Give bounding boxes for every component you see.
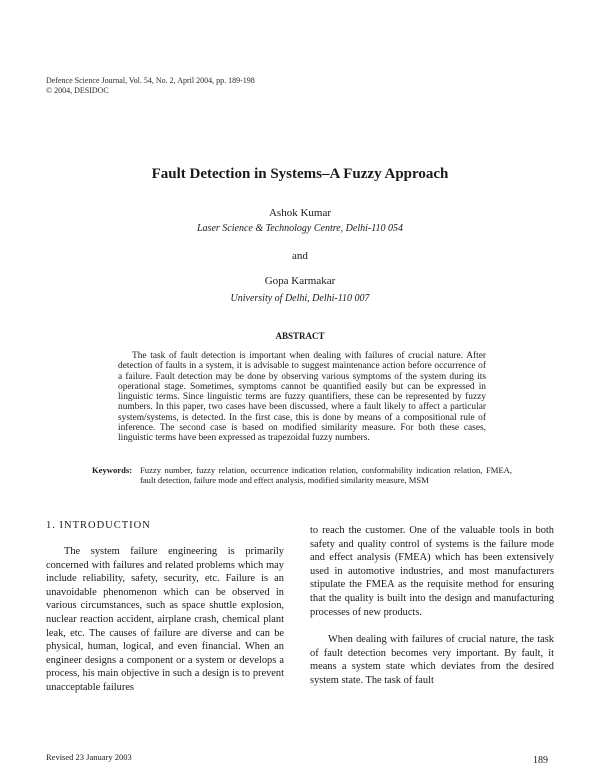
section-heading: 1. INTRODUCTION	[46, 520, 151, 531]
keywords-text: Fuzzy number, fuzzy relation, occurrence indication relation, conformability indication relation, FMEA, fault detection, failure mode and effect analysis, modified similarity measure, MSM	[140, 465, 512, 486]
page-number: 189	[533, 755, 548, 766]
author-name-2: Gopa Karmakar	[264, 275, 336, 287]
intro-right-column	[310, 524, 554, 688]
paper-title: Fault Detection in Systems–A Fuzzy Approach	[151, 166, 449, 182]
author-affiliation-2: University of Delhi, Delhi-110 007	[230, 293, 370, 304]
copyright-line: © 2004, DESIDOC	[46, 86, 109, 95]
keywords-label: Keywords:	[92, 465, 133, 475]
intro-right-paragraph-2: When dealing with failures of crucial nature, the task of fault detection becomes very important. By fault, it means a system state which deviates from the desired system state. The task of fault	[310, 634, 554, 686]
author-name-1: Ashok Kumar	[268, 207, 332, 219]
author-separator: and	[292, 250, 308, 262]
keywords-block	[92, 465, 512, 485]
intro-left-paragraph: The system failure engineering is primarily concerned with failures and related problems which may include reliability, safety, security, etc. Failure is an unavoidable phenomenon which can be observed in various circumstances, such as space shuttle explosion, nuclear reaction accident, airplane crash, chemical plant leak, etc. The causes of failure are diverse and can be physical, human, logical, and even financial. When an engineer designs a component or a system or develops a process, his main objective in such a design is to prevent unacceptable failures	[46, 546, 284, 693]
abstract-text: The task of fault detection is important when dealing with failures of crucial nature. After detection of faults in a system, it is advisable to suggest maintenance action before occurrence of a failure. Fault detection may be done by observing various symptoms of the system during its operational stage. Sometimes, symptoms cannot be quantified easily but can be expressed in linguistic terms. Since linguistic terms are fuzzy quantifiers, these can be represented by fuzzy numbers. In this paper, two cases have been discussed, where a fault likely to affect a particular system/systems, is detected. In the first case, this is done by means of a compositional rule of inference. The second case is based on modified similarity measure. For both these cases, linguistic terms have been expressed as trapezoidal fuzzy numbers.	[118, 351, 486, 444]
intro-right-paragraph-1: to reach the customer. One of the valuable tools in both safety and quality control of systems is the failure mode and effect analysis (FMEA) which has been extensively used in automotive industries, and most manufacturers stipulate the FMEA as the requisite method for ensuring that the quality is built into the design and manufacturing processes of new products.	[310, 525, 554, 618]
abstract-heading: ABSTRACT	[275, 331, 325, 341]
author-affiliation-1: Laser Science & Technology Centre, Delhi-110 054	[197, 223, 403, 234]
journal-citation: Defence Science Journal, Vol. 54, No. 2, April 2004, pp. 189-198	[46, 76, 255, 85]
revised-date: Revised 23 January 2003	[46, 752, 132, 762]
